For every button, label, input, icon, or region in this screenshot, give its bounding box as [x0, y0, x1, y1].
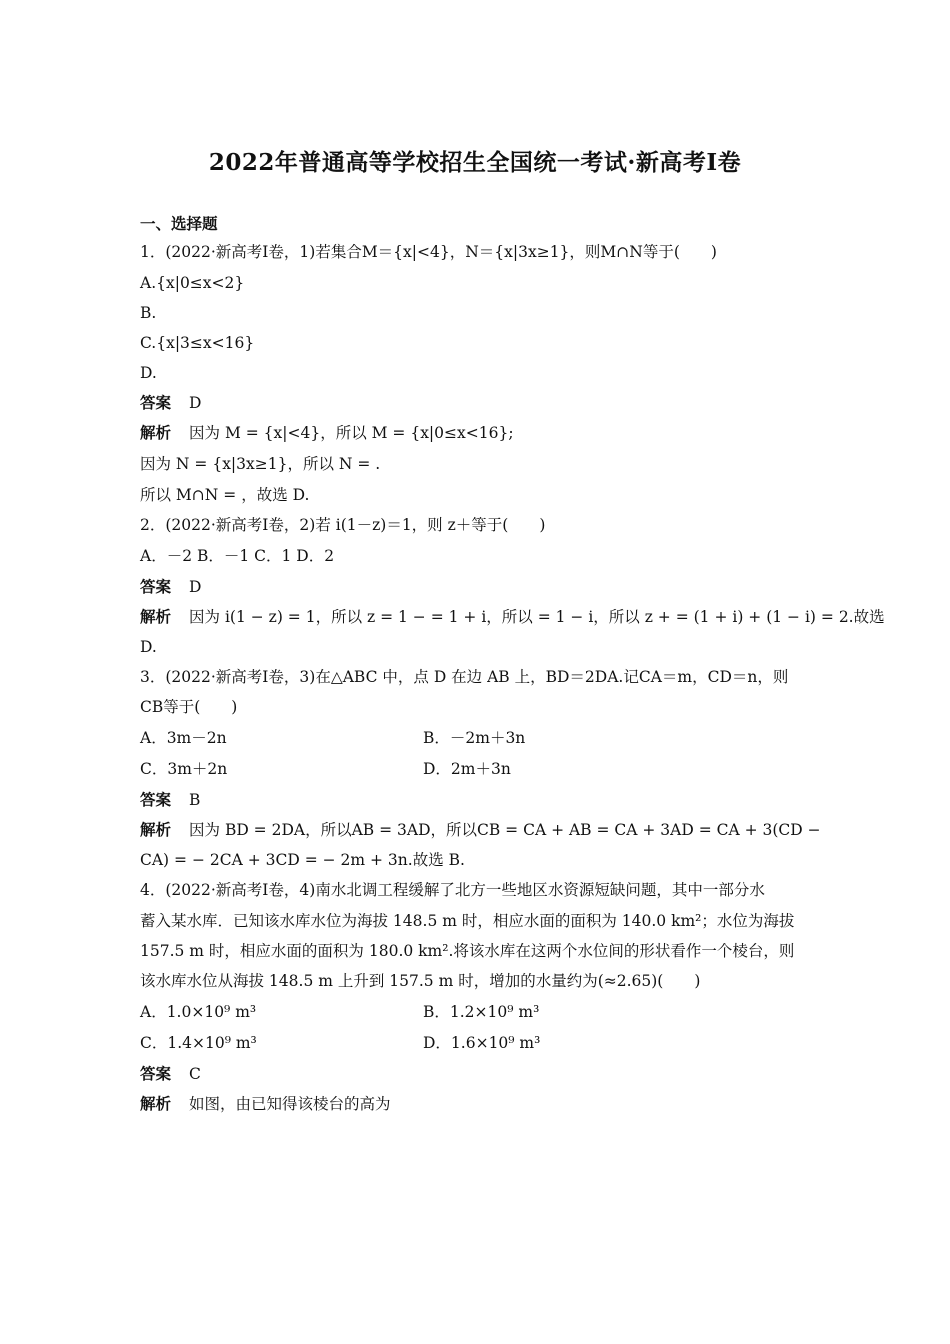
answer-label: 答案: [140, 790, 172, 809]
q2-analysis-row: [140, 606, 885, 628]
q3-answer-row: [140, 789, 810, 811]
q1-analysis-line-2: 因为 N = {x|3x≥1}，所以 N = .: [140, 455, 381, 473]
q3-options-row-2: [140, 758, 810, 780]
answer-label: 答案: [140, 393, 172, 412]
analysis-label: 解析: [140, 607, 172, 626]
q3-options-row-1: [140, 727, 810, 749]
q4-options-row-2: [140, 1032, 810, 1054]
answer-label: 答案: [140, 577, 172, 596]
section-heading: 一、选择题: [140, 214, 218, 233]
q3-analysis-row: [140, 819, 821, 841]
page-title: 2022年普通高等学校招生全国统一考试·新高考Ⅰ卷: [208, 149, 742, 176]
q3-answer: B: [189, 791, 201, 809]
q2-stem: 2．(2022·新高考Ⅰ卷，2)若 i(1－z)＝1，则 z＋等于( ): [140, 516, 546, 534]
q1-answer: D: [189, 394, 202, 412]
q3-analysis-line-2: CA) = − 2CA + 3CD = − 2m + 3n.故选 B.: [140, 851, 465, 869]
q3-analysis-line-1: 因为 BD = 2DA，所以AB = 3AD，所以CB = CA + AB = CA + 3AD = CA + 3(CD −: [189, 821, 821, 839]
q1-analysis-line-3: 所以 M∩N = ，故选 D.: [140, 486, 310, 504]
q4-option-a: A．1.0×10⁹ m³: [140, 1003, 257, 1021]
q3-option-d: D．2m＋3n: [423, 760, 511, 778]
q3-option-c: C．3m＋2n: [140, 760, 228, 778]
q3-option-a: A．3m－2n: [140, 729, 227, 747]
q1-stem: 1．(2022·新高考Ⅰ卷，1)若集合M＝{x|<4}，N＝{x|3x≥1}，则M∩N等于( ): [140, 243, 717, 261]
q4-stem-line-1: 4．(2022·新高考Ⅰ卷，4)南水北调工程缓解了北方一些地区水资源短缺问题，其中一部分水: [140, 881, 765, 899]
q1-option-b: B.: [140, 304, 157, 322]
answer-label: 答案: [140, 1064, 172, 1083]
q3-stem-line-2: CB等于( ): [140, 698, 238, 716]
analysis-label: 解析: [140, 820, 172, 839]
q2-analysis-line-1: 因为 i(1 − z) = 1，所以 z = 1 − = 1 + i，所以 = 1 − i，所以 z + = (1 + i) + (1 − i) = 2.故选: [189, 608, 885, 626]
analysis-label: 解析: [140, 423, 172, 442]
q4-stem-line-4: 该水库水位从海拔 148.5 m 上升到 157.5 m 时，增加的水量约为(≈2.65)( ): [140, 972, 701, 990]
q2-answer: D: [189, 578, 202, 596]
q1-option-a: A.{x|0≤x<2}: [140, 274, 245, 292]
q4-option-b: B．1.2×10⁹ m³: [423, 1003, 540, 1021]
q1-analysis-line-1: 因为 M = {x|<4}，所以 M = {x|0≤x<16};: [189, 424, 514, 442]
q4-answer-row: [140, 1063, 810, 1085]
q4-answer: C: [189, 1065, 201, 1083]
q4-options-row-1: [140, 1001, 810, 1023]
q2-answer-row: [140, 576, 810, 598]
q4-stem-line-2: 蓄入某水库．已知该水库水位为海拔 148.5 m 时，相应水面的面积为 140.0 km²；水位为海拔: [140, 912, 795, 930]
q1-analysis-row: [140, 422, 810, 444]
analysis-label: 解析: [140, 1094, 172, 1113]
q4-analysis-row: [140, 1093, 810, 1115]
q1-option-c: C.{x|3≤x<16}: [140, 334, 255, 352]
q1-option-d: D.: [140, 364, 157, 382]
q2-analysis-line-2: D.: [140, 638, 157, 656]
q2-options: A．－2 B．－1 C．1 D．2: [140, 547, 335, 565]
q4-stem-line-3: 157.5 m 时，相应水面的面积为 180.0 km².将该水库在这两个水位间的形状看作一个棱台，则: [140, 942, 795, 960]
q1-answer-row: [140, 392, 810, 414]
q4-option-d: D．1.6×10⁹ m³: [423, 1034, 541, 1052]
q4-option-c: C．1.4×10⁹ m³: [140, 1034, 257, 1052]
q4-analysis-line-1: 如图，由已知得该棱台的高为: [189, 1095, 391, 1113]
q3-option-b: B．－2m＋3n: [423, 729, 526, 747]
q3-stem-line-1: 3．(2022·新高考Ⅰ卷，3)在△ABC 中，点 D 在边 AB 上，BD＝2DA.记CA＝m，CD＝n，则: [140, 668, 789, 686]
